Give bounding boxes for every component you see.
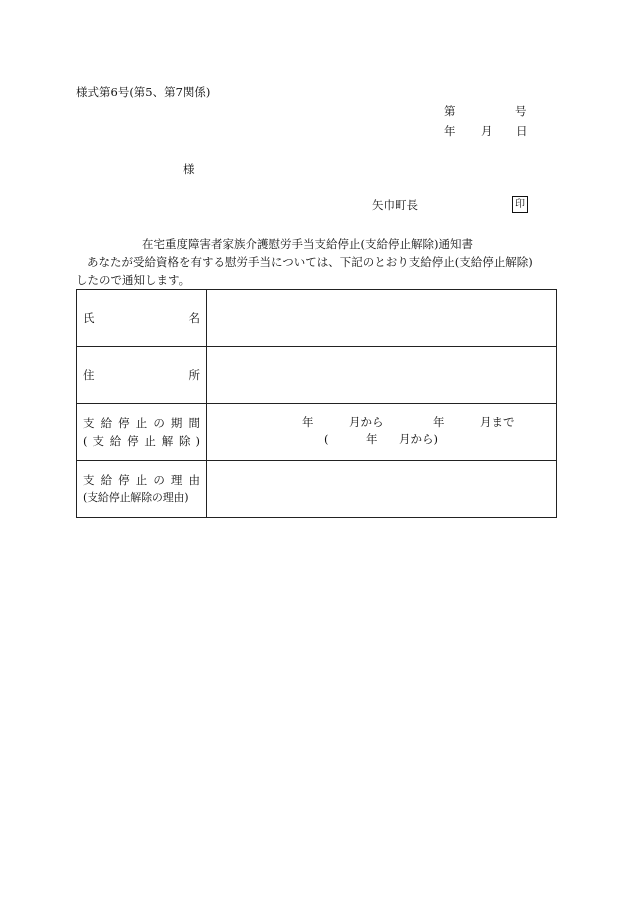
address-value-cell <box>207 347 557 404</box>
body-line-1: あなたが受給資格を有する慰労手当については、下記のとおり支給停止(支給停止解除) <box>87 255 533 269</box>
document-number-suffix: 号 <box>515 104 527 118</box>
period-line2-year: 年 <box>366 432 378 446</box>
seal-mark: 印 <box>512 196 528 213</box>
period-label: 支給停止の期間 <box>83 416 200 430</box>
table-row-reason <box>77 461 557 518</box>
table-row-name <box>77 290 557 347</box>
name-value-cell <box>207 290 557 347</box>
period-sub-label-wrap <box>83 432 200 450</box>
period-label-cell <box>77 404 207 461</box>
name-label-cell <box>77 290 207 347</box>
reason-label: 支給停止の理由 <box>83 473 200 487</box>
table-row-period <box>77 404 557 461</box>
address-label: 住所 <box>83 368 200 382</box>
period-line2-open: ( <box>324 432 329 446</box>
period-line2-month-from: 月から) <box>399 432 438 446</box>
address-label-cell <box>77 347 207 404</box>
period-sub-label: 支給停止解除 <box>92 434 191 448</box>
issuer-name: 矢巾町長 <box>372 198 418 212</box>
reason-sub-label: (支給停止解除の理由) <box>83 491 189 504</box>
period-value-cell <box>207 404 557 461</box>
table-row-address <box>77 347 557 404</box>
period-month-from: 月から <box>349 415 384 429</box>
body-line-2: したので通知します。 <box>76 273 191 287</box>
paren-open: ( <box>83 434 88 448</box>
reason-label-cell <box>77 461 207 518</box>
period-month-until: 月まで <box>480 415 515 429</box>
recipient-honorific: 様 <box>183 162 195 176</box>
paren-close: ) <box>195 434 200 448</box>
date-day: 日 <box>516 124 528 138</box>
period-year-1: 年 <box>302 415 314 429</box>
date-month: 月 <box>481 124 493 138</box>
date-year: 年 <box>444 124 456 138</box>
form-number: 様式第6号(第5、第7関係) <box>76 85 211 99</box>
name-label: 氏名 <box>83 311 200 325</box>
document-number-label: 第 <box>444 104 456 118</box>
info-table <box>76 289 557 518</box>
reason-value-cell <box>207 461 557 518</box>
document-title: 在宅重度障害者家族介護慰労手当支給停止(支給停止解除)通知書 <box>142 237 473 251</box>
period-year-2: 年 <box>433 415 445 429</box>
